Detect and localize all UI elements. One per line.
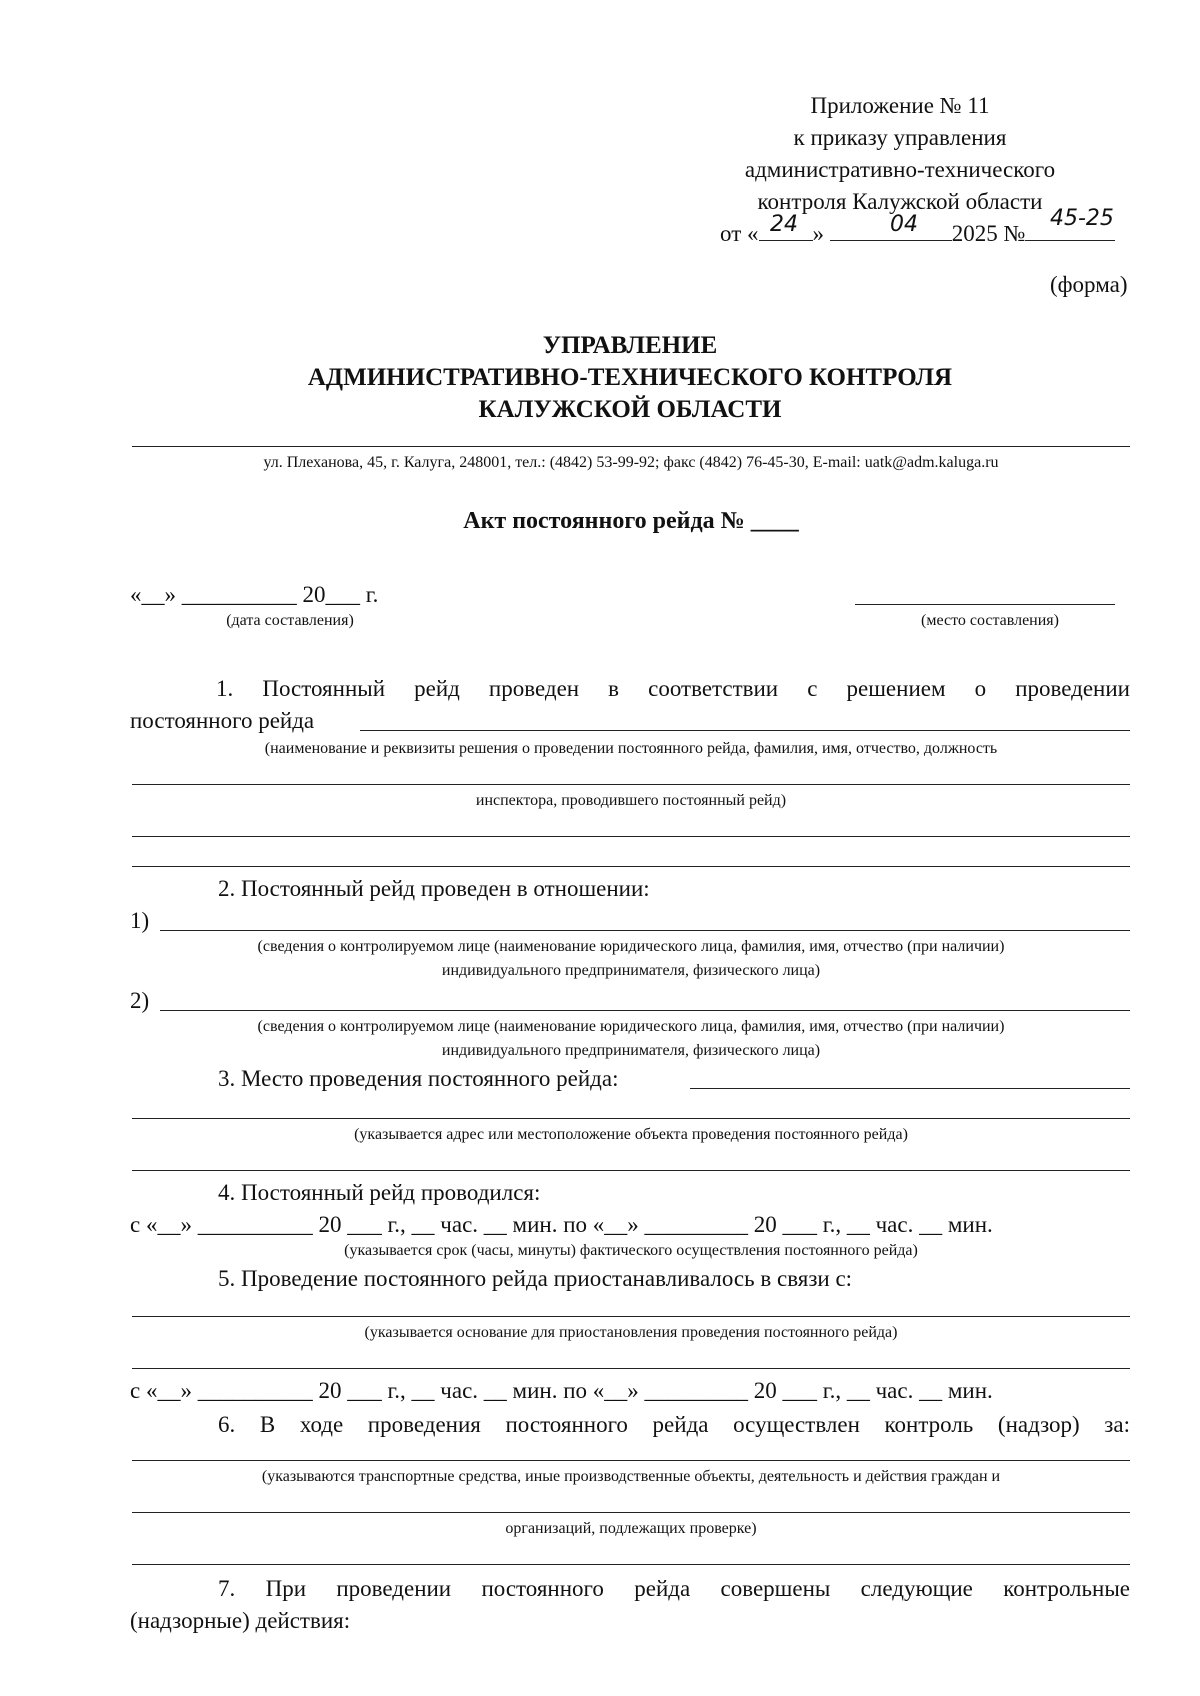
section1-blank4: [132, 866, 1130, 867]
handwritten-month: 04: [890, 212, 918, 237]
section2-item1-label: 1): [130, 908, 150, 933]
date-open-quote: от «: [720, 221, 759, 246]
section2-item2-caption-b: индивидуального предпринимателя, физического лица): [441, 1042, 821, 1059]
handwritten-number: 45-25: [1050, 206, 1114, 231]
section2-item2-blank: [160, 1010, 1130, 1011]
org-title-line3: КАЛУЖСКОЙ ОБЛАСТИ: [478, 396, 782, 423]
handwritten-day: 24: [770, 212, 798, 237]
section4-caption: (указывается срок (часы, минуты) фактического осуществления постоянного рейда): [344, 1242, 918, 1259]
section3-blank2: [132, 1118, 1130, 1119]
section6-blank3: [132, 1564, 1130, 1565]
section5-blank1: [132, 1316, 1130, 1317]
section2-item1-blank: [160, 930, 1130, 931]
section1-blank1: [360, 730, 1130, 731]
section2-item1-caption-b: индивидуального предпринимателя, физического лица): [441, 962, 821, 979]
section3-caption: (указывается адрес или местоположение объекта проведения постоянного рейда): [354, 1126, 908, 1143]
section4-period: с «__» __________ 20 ___ г., __ час. __ мин. по «__» _________ 20 ___ г., __ час. __ мин.: [130, 1212, 993, 1237]
appendix-number: Приложение № 11: [810, 93, 990, 118]
section1-text: 1. Постоянный рейд проведен в соответствии с решением о проведении: [216, 676, 1130, 701]
section1-text-cont: постоянного рейда: [130, 708, 315, 733]
section1-blank2: [132, 784, 1130, 785]
section1-caption2: инспектора, проводившего постоянный рейд): [475, 792, 787, 809]
section6-blank2: [132, 1512, 1130, 1513]
date-close-quote: »: [812, 221, 824, 246]
org-address: ул. Плеханова, 45, г. Калуга, 248001, тел.: (4842) 53-99-92; факс (4842) 76-45-30, E-mail: uatk@adm.kaluga.ru: [263, 454, 999, 471]
section6-caption1: (указываются транспортные средства, иные производственные объекты, деятельность и действия граждан и: [261, 1468, 1001, 1485]
place-blank: [855, 604, 1115, 605]
section5-period: с «__» __________ 20 ___ г., __ час. __ мин. по «__» _________ 20 ___ г., __ час. __ мин.: [130, 1378, 993, 1403]
section4-heading: 4. Постоянный рейд проводился:: [218, 1180, 541, 1205]
section3-blank3: [132, 1170, 1130, 1171]
section7-text-cont: (надзорные) действия:: [130, 1608, 351, 1633]
act-title: Акт постоянного рейда № ____: [463, 508, 799, 534]
date-caption: (дата составления): [226, 612, 354, 629]
section5-blank2: [132, 1368, 1130, 1369]
appendix-line4: контроля Калужской области: [757, 189, 1043, 214]
act-date: «__» __________ 20___ г.: [130, 582, 379, 607]
section5-heading: 5. Проведение постоянного рейда приостанавливалось в связи с:: [218, 1266, 853, 1291]
section6-caption2: организаций, подлежащих проверке): [505, 1520, 757, 1537]
org-divider: [132, 446, 1130, 447]
section3-heading: 3. Место проведения постоянного рейда:: [218, 1066, 619, 1091]
section2-item2-label: 2): [130, 988, 150, 1013]
place-caption: (место составления): [921, 612, 1059, 629]
section6-heading: 6. В ходе проведения постоянного рейда осуществлен контроль (надзор) за:: [218, 1412, 1130, 1437]
appendix-line3: административно-технического: [744, 157, 1056, 182]
year-number-label: 2025 №: [951, 221, 1026, 246]
section1-caption1: (наименование и реквизиты решения о проведении постоянного рейда, фамилия, имя, отчество, должность: [264, 740, 998, 757]
section6-blank1: [132, 1460, 1130, 1461]
section7-text: 7. При проведении постоянного рейда совершены следующие контрольные: [218, 1576, 1130, 1601]
form-label: (форма): [1050, 272, 1128, 297]
section2-item2-caption-a: (сведения о контролируемом лице (наименование юридического лица, фамилия, имя, отчество (при наличии): [257, 1018, 1005, 1035]
org-title-line1: УПРАВЛЕНИЕ: [542, 332, 718, 359]
section3-blank1: [690, 1088, 1130, 1089]
section1-blank3: [132, 836, 1130, 837]
appendix-line2: к приказу управления: [793, 125, 1007, 150]
section2-item1-caption-a: (сведения о контролируемом лице (наименование юридического лица, фамилия, имя, отчество (при наличии): [257, 938, 1005, 955]
section5-caption: (указывается основание для приостановления проведения постоянного рейда): [364, 1324, 898, 1341]
org-title-line2: АДМИНИСТРАТИВНО-ТЕХНИЧЕСКОГО КОНТРОЛЯ: [307, 364, 953, 391]
section2-heading: 2. Постоянный рейд проведен в отношении:: [218, 876, 650, 901]
